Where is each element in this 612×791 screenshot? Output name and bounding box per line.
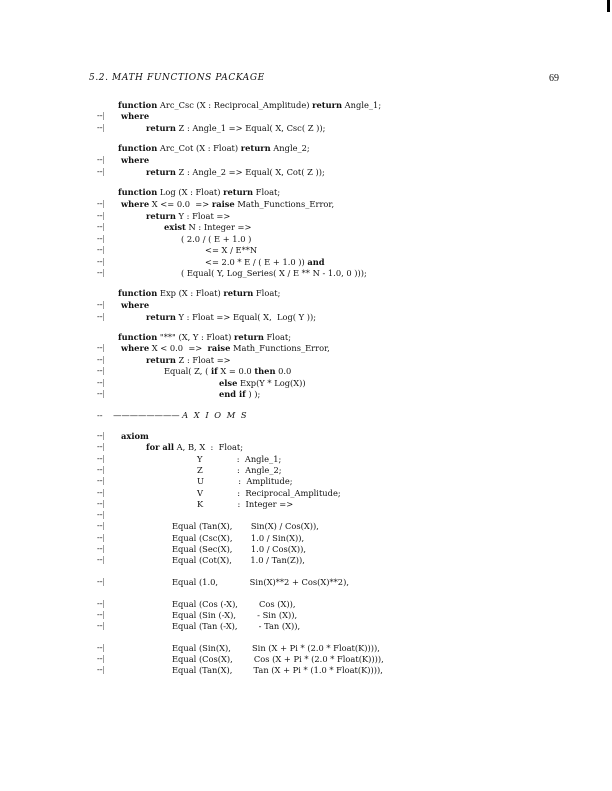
code-line: [172, 545, 306, 553]
keyword: return: [146, 355, 176, 365]
code-line: [172, 622, 300, 630]
code-line: [172, 534, 304, 542]
code-line: [197, 489, 341, 497]
comment-prefix: --|: [97, 389, 105, 398]
keyword: function: [118, 187, 158, 197]
comment-prefix: --|: [97, 654, 105, 663]
code-text: Equal (Cos(X), Cos (X + Pi * (2.0 * Float(K)))),: [172, 654, 384, 664]
comment-prefix: --|: [97, 533, 105, 542]
comment-prefix: --|: [97, 499, 105, 508]
keyword: return: [233, 332, 264, 342]
comment-prefix: --|: [97, 643, 105, 652]
comment-prefix: --|: [97, 355, 105, 364]
code-line: [164, 223, 251, 231]
keyword: end if: [219, 389, 246, 399]
code-text: "**" (X, Y : Float): [157, 332, 234, 342]
code-line: [121, 432, 149, 440]
keyword: return: [146, 211, 176, 221]
comment-prefix: --|: [97, 366, 105, 375]
code-text: Y : Angle_1;: [197, 454, 282, 464]
code-text: Arc_Cot (X : Float): [157, 143, 241, 153]
code-text: Equal (Cos (-X), Cos (X)),: [172, 599, 296, 609]
code-text: Equal (1.0, Sin(X)**2 + Cos(X)**2),: [172, 577, 349, 587]
code-line: [121, 301, 149, 309]
keyword: raise: [211, 199, 235, 209]
code-line: [172, 611, 297, 619]
code-text: Angle_2;: [270, 143, 310, 153]
keyword: where: [121, 111, 150, 121]
code-text: Float;: [253, 288, 281, 298]
comment-prefix: --|: [97, 222, 105, 231]
code-text: Z : Angle_1 => Equal( X, Csc( Z ));: [175, 123, 326, 133]
keyword: return: [146, 123, 176, 133]
comment-prefix: --|: [97, 300, 105, 309]
axioms-heading: A X I O M S: [182, 410, 249, 420]
code-line: [172, 666, 383, 674]
keyword: if: [210, 366, 218, 376]
comment-prefix: --|: [97, 431, 105, 440]
code-text: Equal (Sin(X), Sin (X + Pi * (2.0 * Float(K)))),: [172, 643, 380, 653]
code-text: ) );: [245, 389, 261, 399]
code-line: [118, 188, 280, 196]
code-line: [146, 443, 243, 451]
keyword: return: [312, 100, 343, 110]
comment-prefix: --|: [97, 665, 105, 674]
code-line: [121, 344, 330, 352]
code-line: [121, 112, 149, 120]
code-text: X = 0.0: [217, 366, 255, 376]
code-line: [146, 124, 325, 132]
code-text: <= 2.0 * E / ( E + 1.0 )): [205, 257, 308, 267]
comment-prefix: --|: [97, 378, 105, 387]
keyword: function: [118, 332, 158, 342]
code-text: Equal( Z, (: [164, 366, 211, 376]
comment-prefix: --|: [97, 476, 105, 485]
comment-prefix: --|: [97, 268, 105, 277]
keyword: raise: [207, 343, 231, 353]
code-line: [172, 655, 384, 663]
code-text: Exp (X : Float): [157, 288, 224, 298]
comment-prefix: --|: [97, 111, 105, 120]
code-text: Equal (Cot(X), 1.0 / Tan(Z)),: [172, 555, 305, 565]
comment-prefix: --|: [97, 245, 105, 254]
comment-prefix: --|: [97, 465, 105, 474]
code-text: Z : Angle_2;: [197, 465, 282, 475]
code-line: [146, 356, 231, 364]
code-text: Equal (Tan(X), Sin(X) / Cos(X)),: [172, 521, 319, 531]
keyword: then: [254, 366, 276, 376]
code-line: [97, 411, 248, 419]
code-line: [146, 313, 316, 321]
code-text: Math_Functions_Error,: [234, 199, 335, 209]
page-edge-mark: [607, 0, 610, 12]
code-line: [205, 258, 325, 266]
keyword: axiom: [121, 431, 149, 441]
code-line: [181, 269, 367, 277]
code-text: N : Integer =>: [185, 222, 252, 232]
comment-prefix: --|: [97, 488, 105, 497]
comment-prefix: --|: [97, 555, 105, 564]
code-text: Arc_Csc (X : Reciprocal_Amplitude): [157, 100, 313, 110]
keyword: return: [223, 288, 254, 298]
comment-prefix: --|: [97, 521, 105, 530]
code-text: Equal (Tan (-X), - Tan (X)),: [172, 621, 301, 631]
code-text: X < 0.0 =>: [149, 343, 208, 353]
code-text: Y : Float =>: [175, 211, 231, 221]
code-text: Y : Float => Equal( X, Log( Y ));: [175, 312, 317, 322]
keyword: and: [307, 257, 325, 267]
comment-prefix: --|: [97, 621, 105, 630]
comment-prefix: --|: [97, 123, 105, 132]
code-line: [172, 600, 296, 608]
keyword: return: [240, 143, 271, 153]
code-line: [118, 101, 381, 109]
code-text: Z : Float =>: [175, 355, 231, 365]
code-line: [118, 144, 310, 152]
keyword: function: [118, 288, 158, 298]
code-text: Equal (Tan(X), Tan (X + Pi * (1.0 * Float(K)))),: [172, 665, 383, 675]
code-line: [172, 522, 319, 530]
code-line: [181, 235, 251, 243]
code-line: [172, 578, 349, 586]
code-text: V : Reciprocal_Amplitude;: [197, 488, 341, 498]
code-text: A, B, X : Float;: [174, 442, 244, 452]
comment-prefix: --|: [97, 343, 105, 352]
code-line: [197, 455, 281, 463]
keyword: return: [223, 187, 254, 197]
comment-prefix: --|: [97, 257, 105, 266]
comment-prefix: --|: [97, 599, 105, 608]
comment-prefix: --|: [97, 155, 105, 164]
code-text: Math_Functions_Error,: [230, 343, 330, 353]
code-line: [121, 156, 149, 164]
keyword: function: [118, 143, 158, 153]
code-line: [121, 200, 334, 208]
code-line: [118, 289, 280, 297]
code-line: [164, 367, 291, 375]
code-line: [197, 477, 293, 485]
keyword: for all: [146, 442, 175, 452]
code-text: Log (X : Float): [157, 187, 224, 197]
keyword: where: [121, 199, 150, 209]
code-line: [219, 379, 306, 387]
keyword: where: [121, 300, 150, 310]
code-text: Exp(Y * Log(X)): [237, 378, 306, 388]
code-text: -- ————————: [97, 410, 183, 420]
code-text: Angle_1;: [342, 100, 382, 110]
keyword: return: [146, 167, 176, 177]
code-text: Float;: [263, 332, 292, 342]
code-line: [118, 333, 291, 341]
comment-prefix: --|: [97, 577, 105, 586]
code-text: 0.0: [275, 366, 292, 376]
comment-prefix: --|: [97, 610, 105, 619]
keyword: return: [146, 312, 176, 322]
keyword: exist: [164, 222, 186, 232]
comment-prefix: --|: [97, 199, 105, 208]
code-line: [219, 390, 260, 398]
comment-prefix: --|: [97, 510, 105, 519]
code-text: U : Amplitude;: [197, 476, 293, 486]
keyword: where: [121, 343, 150, 353]
code-line: [205, 246, 257, 254]
code-line: [197, 500, 293, 508]
running-header-title: 5.2. MATH FUNCTIONS PACKAGE: [89, 73, 265, 83]
comment-prefix: --|: [97, 312, 105, 321]
code-text: Float;: [253, 187, 281, 197]
keyword: function: [118, 100, 158, 110]
comment-prefix: --|: [97, 211, 105, 220]
comment-prefix: --|: [97, 454, 105, 463]
code-text: Z : Angle_2 => Equal( X, Cot( Z ));: [175, 167, 325, 177]
comment-prefix: --|: [97, 544, 105, 553]
code-text: X <= 0.0 =>: [149, 199, 212, 209]
comment-prefix: --|: [97, 442, 105, 451]
code-text: Equal (Sec(X), 1.0 / Cos(X)),: [172, 544, 307, 554]
comment-prefix: --|: [97, 234, 105, 243]
code-line: [172, 644, 380, 652]
code-line: [146, 168, 325, 176]
code-text: <= X / E**N: [205, 245, 258, 255]
code-line: [197, 466, 282, 474]
code-text: ( 2.0 / ( E + 1.0 ): [181, 234, 252, 244]
code-text: ( Equal( Y, Log_Series( X / E ** N - 1.0, 0 )));: [181, 268, 367, 278]
code-text: Equal (Sin (-X), - Sin (X)),: [172, 610, 298, 620]
code-line: [172, 556, 305, 564]
comment-prefix: --|: [97, 167, 105, 176]
page-number: 69: [549, 73, 559, 84]
keyword: where: [121, 155, 150, 165]
code-text: Equal (Csc(X), 1.0 / Sin(X)),: [172, 533, 305, 543]
code-text: K : Integer =>: [197, 499, 294, 509]
code-line: [146, 212, 230, 220]
keyword: else: [219, 378, 238, 388]
